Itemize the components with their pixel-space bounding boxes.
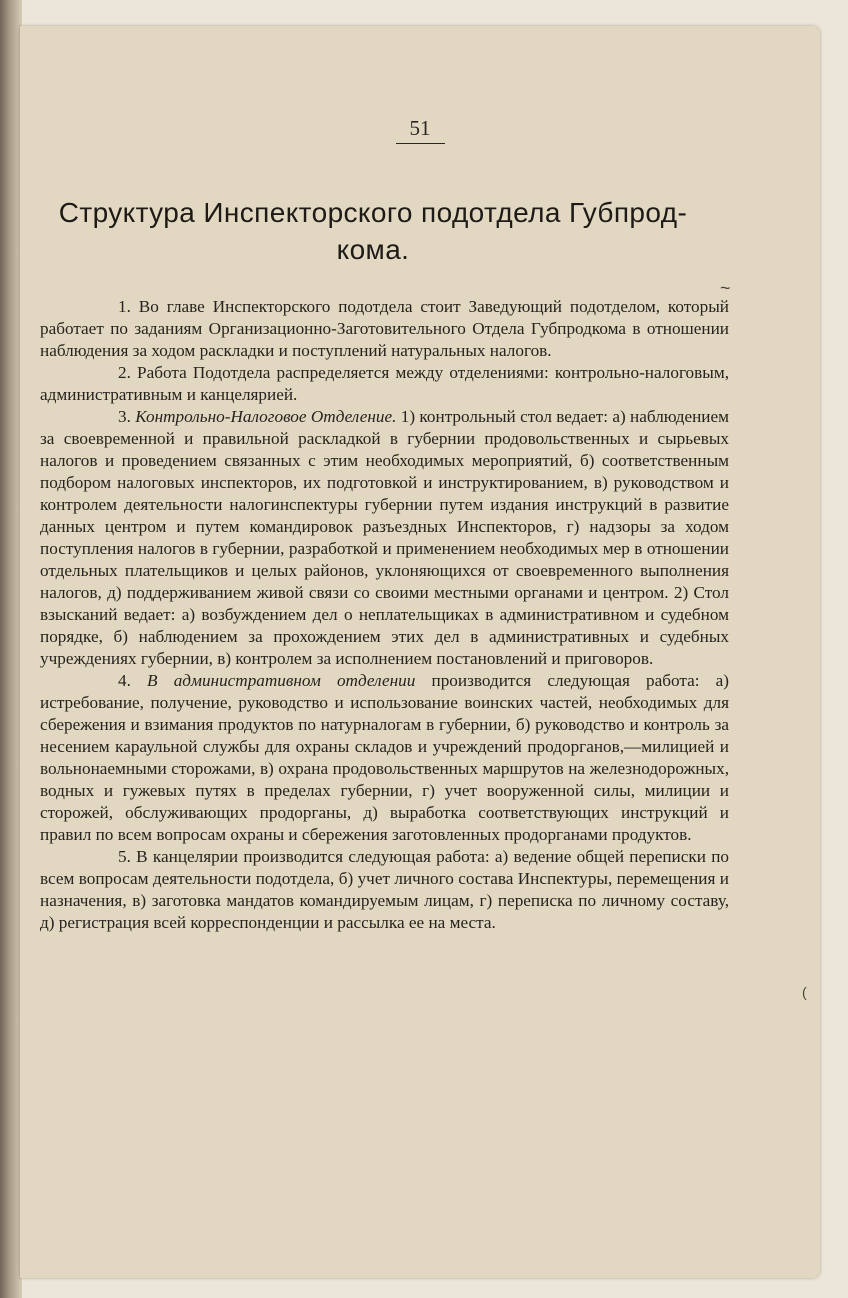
section-heading-administrative: В административном отделении — [147, 671, 416, 690]
paragraph-1: 1. Во главе Инспекторского подотдела стоит Заведующий подотделом, который работает по заданиям Организационно-Заготовительного Отдела Губпродкома в отношении наблюдения за ходом раскладки и поступлений натуральных налогов. — [40, 297, 729, 360]
paragraph-5: 5. В канцелярии производится следующая работа: а) ведение общей переписки по всем вопросам деятельности подотдела, б) учет личного состава Инспектуры, перемещения и назначения, в) заготовка мандатов командируемым лицам, г) переписка по личному составу, д) регистрация всей корреспонденции и рассылка ее на места. — [40, 847, 729, 932]
page-title: Структура Инспекторского подотдела Губпрод-кома. — [58, 197, 688, 265]
section-heading-control-tax: Контрольно-Налоговое Отделение. — [135, 407, 397, 426]
paragraph-4: 4. В административном отделении производится следующая работа: а) истребование, получение, руководство и использование воинских частей, необходимых для сбережения и взимания продуктов по натурналогам в губернии, б) руководство и контроль за несением караульной службы для охраны складов и учреждений продорганов,—милицией и вольнонаемными сторожами, в) охрана продовольственных маршрутов на железнодорожных, водных и гужевых путях в пределах губернии, г) учет вооруженной силы, милиции и сторожей, обслуживающих продорганы, д) выработка соответствующих инструкций и правил по всем вопросам охраны и сбережения заготовленных продорганами продуктов. — [40, 671, 729, 844]
book-page — [20, 26, 820, 1278]
margin-pencil-mark: ( — [802, 984, 807, 1000]
paragraph-3: 3. Контрольно-Налоговое Отделение. 1) контрольный стол ведает: а) наблюдением за своевременной и правильной раскладкой в губернии продовольственных и сырьевых налогов и проведением связанных с этим необходимых мероприятий, б) соответственным подбором налоговых инспекторов, их подготовкой и инструктированием, в) руководством и контролем деятельности налогинспектуры губернии путем издания инструкций в развитие данных центром и путем командировок разъездных Инспекторов, г) надзоры за ходом поступления налогов в губернии, разработкой и применением необходимых мер в отношении отдельных плательщиков и целых районов, уклоняющихся от своевременного выполнения налогов, д) поддерживанием живой связи со своими местными органами и центром. 2) Стол взысканий ведает: а) возбуждением дел о неплательщиках в административном и судебном порядке, б) наблюдением за прохождением этих дел в административных и судебных учреждениях губернии, в) контролем за исполнением постановлений и приговоров. — [40, 407, 730, 668]
body-text — [40, 296, 729, 934]
paragraph-2: 2. Работа Подотдела распределяется между отделениями: контрольно-налоговым, административным и канцелярией. — [40, 363, 729, 404]
page-header — [20, 116, 820, 144]
margin-pencil-mark: ~ — [720, 278, 731, 298]
page-number: 51 — [396, 116, 445, 144]
book-spine-shadow — [0, 0, 22, 1298]
